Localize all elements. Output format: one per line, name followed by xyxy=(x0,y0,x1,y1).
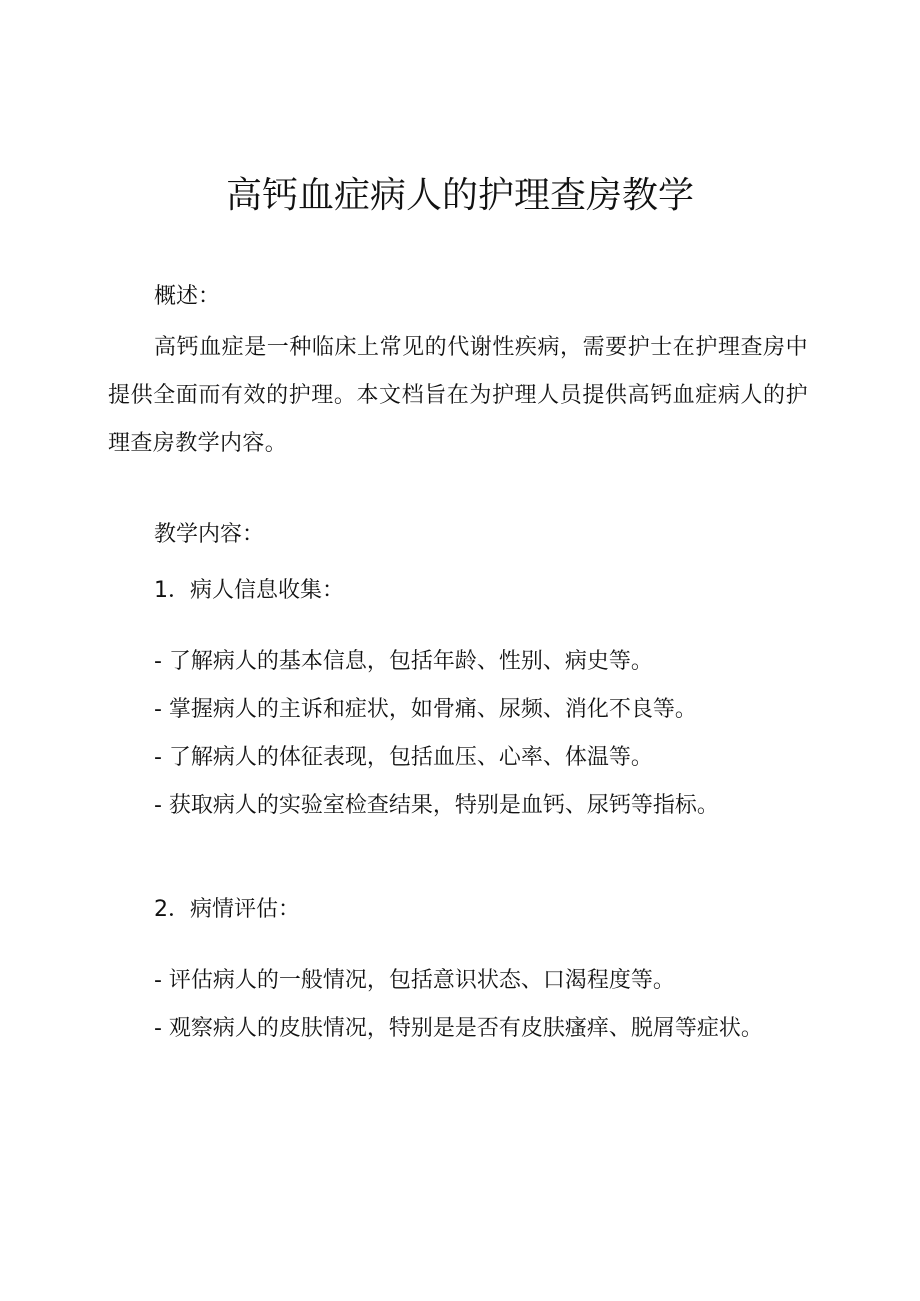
section-1-item: - 了解病人的基本信息，包括年龄、性别、病史等。 xyxy=(154,649,653,674)
section-1-item: - 获取病人的实验室检查结果，特别是血钙、尿钙等指标。 xyxy=(154,793,719,818)
section-1-item: - 掌握病人的主诉和症状，如骨痛、尿频、消化不良等。 xyxy=(154,697,697,722)
section-1-item: - 了解病人的体征表现，包括血压、心率、体温等。 xyxy=(154,745,653,770)
section-1-heading: 1．病人信息收集： xyxy=(154,578,344,603)
overview-heading: 概述： xyxy=(154,284,221,309)
teaching-content-heading: 教学内容： xyxy=(154,522,265,547)
section-2-heading: 2．病情评估： xyxy=(154,897,300,922)
section-2-item: - 观察病人的皮肤情况，特别是是否有皮肤瘙痒、脱屑等症状。 xyxy=(154,1016,763,1041)
section-2-item: - 评估病人的一般情况，包括意识状态、口渴程度等。 xyxy=(154,968,675,993)
overview-paragraph: 高钙血症是一种临床上常见的代谢性疾病，需要护士在护理查房中提供全面而有效的护理。本文档旨在为护理人员提供高钙血症病人的护理查房教学内容。 xyxy=(108,335,808,456)
document-title: 高钙血症病人的护理查房教学 xyxy=(225,175,694,216)
